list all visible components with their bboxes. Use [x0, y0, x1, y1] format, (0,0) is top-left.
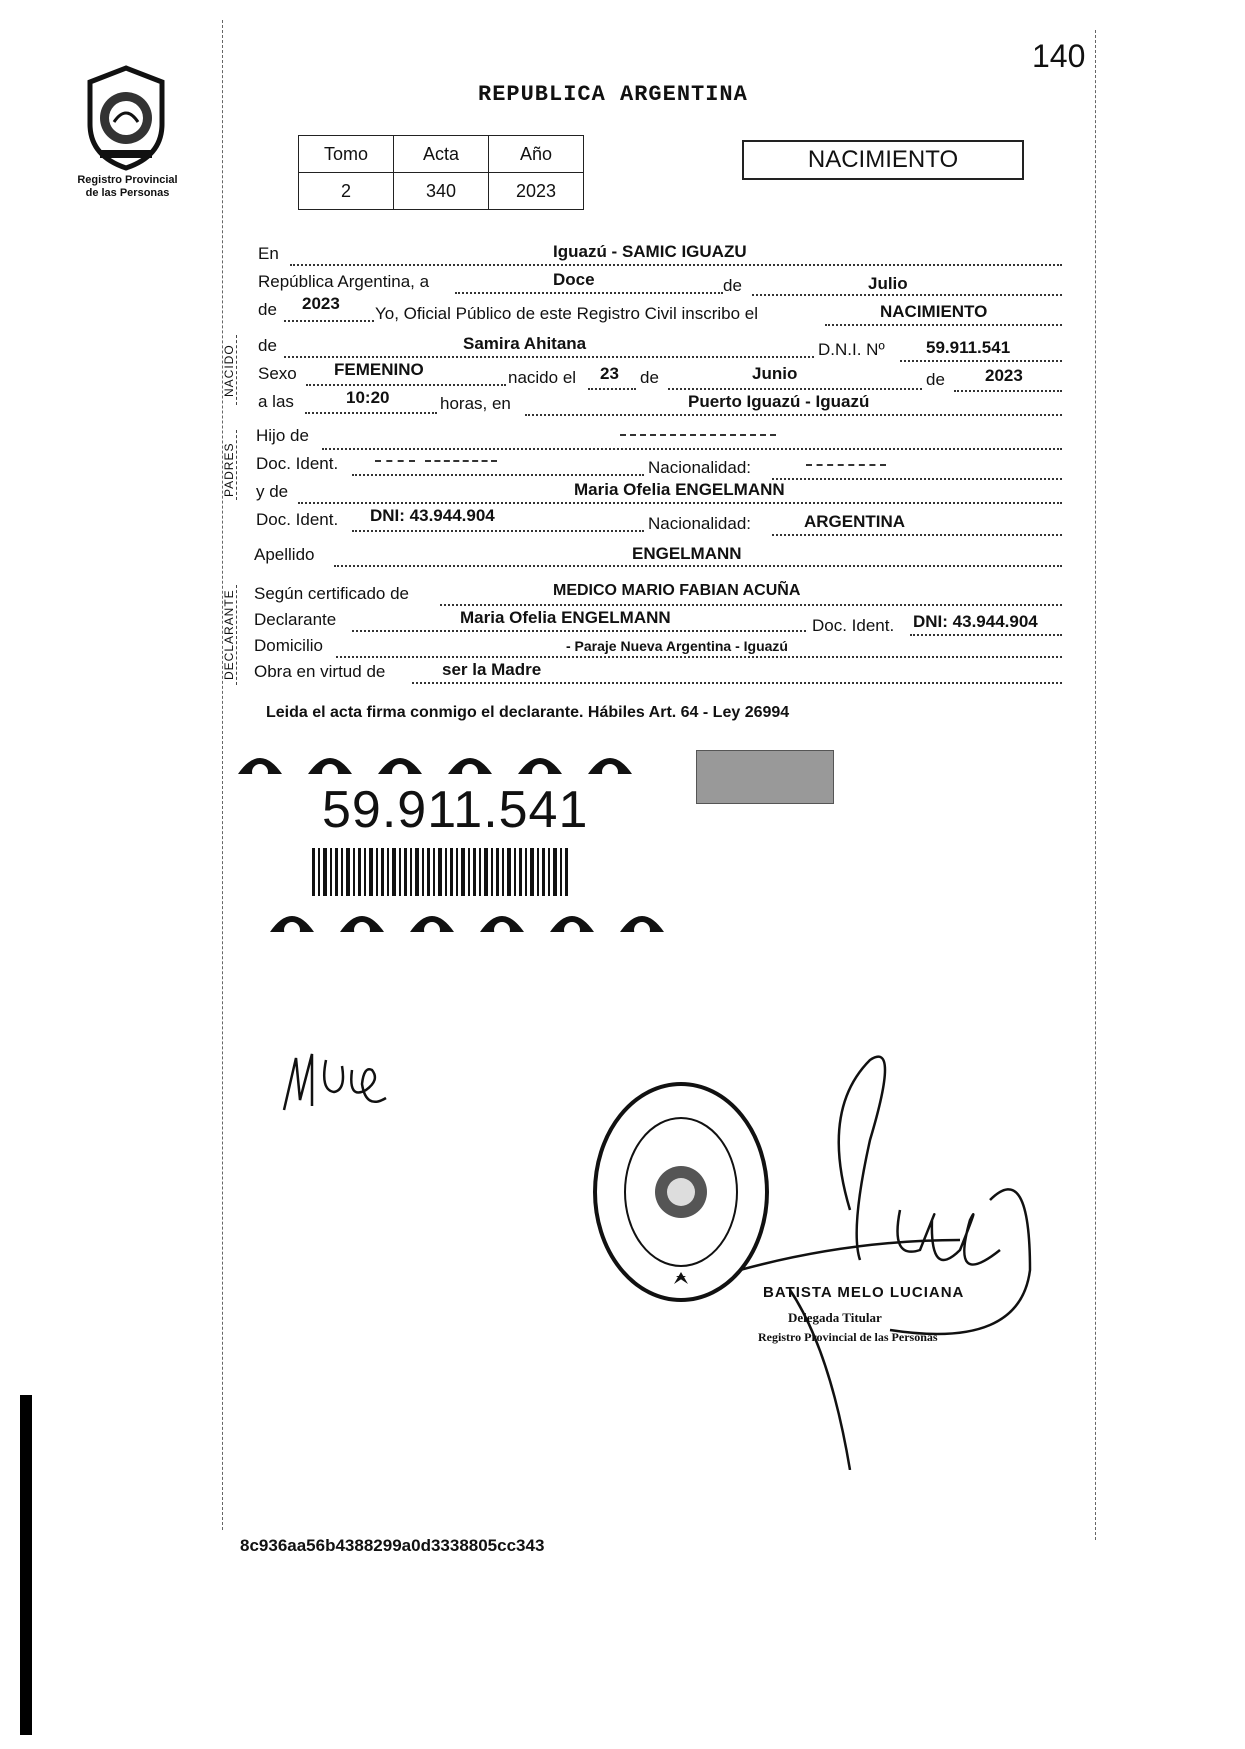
signatory-role: Delegada Titular [788, 1310, 882, 1325]
section-bracket [236, 430, 237, 500]
field-value-apellido: ENGELMANN [632, 544, 742, 563]
table-cell: 2 [299, 173, 394, 210]
official-signature [700, 1050, 1060, 1470]
blank-mark [425, 460, 497, 462]
fill-line [298, 502, 1062, 504]
fill-line [752, 294, 1062, 296]
field-value-madre: Maria Ofelia ENGELMANN [574, 480, 785, 499]
field-label-nacionalidad: Nacionalidad: [648, 458, 752, 477]
table-header: Tomo [299, 136, 394, 173]
field-label-doc-ident: Doc. Ident. [256, 510, 339, 529]
field-value-dia-inscripcion: Doce [553, 270, 595, 289]
declarant-signature [276, 1040, 406, 1120]
field-label-y-de: y de [256, 482, 289, 501]
right-margin-line [1095, 30, 1096, 1540]
field-value-certificado: MEDICO MARIO FABIAN ACUÑA [553, 582, 801, 599]
table-cell: 2023 [489, 173, 584, 210]
fill-line [334, 565, 1062, 567]
field-label-domicilio: Domicilio [254, 636, 323, 655]
field-value-obra: ser la Madre [442, 660, 542, 679]
fill-line [900, 360, 1062, 362]
field-value-mes-nacimiento: Junio [752, 364, 798, 383]
field-label-de: de [258, 336, 277, 355]
side-label-padres: PADRES [222, 442, 236, 497]
sticker-dni-number: 59.911.541 [322, 781, 589, 839]
act-type-box: NACIMIENTO [742, 140, 1024, 180]
field-value-anio-nacimiento: 2023 [985, 366, 1023, 385]
field-value-declarante: Maria Ofelia ENGELMANN [460, 608, 671, 627]
fill-line [290, 264, 1062, 266]
field-label-de: de [258, 300, 277, 319]
fill-line [352, 474, 644, 476]
field-label-apellido: Apellido [254, 545, 315, 564]
table-cell: 340 [394, 173, 489, 210]
fill-line [525, 414, 1062, 416]
field-label-en: En [258, 244, 279, 263]
fill-line [284, 320, 374, 322]
fill-line [825, 324, 1062, 326]
field-label-doc-ident: Doc. Ident. [256, 454, 339, 473]
field-label-segun: Según certificado de [254, 584, 409, 603]
field-value-sexo: FEMENINO [334, 360, 424, 379]
barcode [312, 848, 572, 896]
field-value-hora: 10:20 [346, 388, 390, 407]
closing-note: Leida el acta firma conmigo el declarante. Hábiles Art. 64 - Ley 26994 [266, 704, 790, 721]
signatory-name: BATISTA MELO LUCIANA [763, 1284, 965, 1301]
registry-label: Registro Provincial de las Personas [77, 174, 178, 199]
fill-line [412, 682, 1062, 684]
fill-line [284, 356, 814, 358]
sticker-bottom-pattern [230, 900, 680, 934]
fill-line [455, 292, 723, 294]
fill-line [668, 388, 922, 390]
document-title: REPUBLICA ARGENTINA [478, 82, 748, 107]
field-label-de: de [926, 370, 945, 389]
field-value-domicilio: - Paraje Nueva Argentina - Iguazú [566, 638, 788, 654]
blank-mark [806, 464, 886, 466]
field-value-nombre: Samira Ahitana [463, 334, 587, 353]
field-value-dni: 59.911.541 [926, 338, 1011, 357]
field-label-sexo: Sexo [258, 364, 297, 383]
field-value-tipo: NACIMIENTO [880, 302, 988, 321]
table-header: Acta [394, 136, 489, 173]
reference-table [298, 135, 584, 210]
field-label-obra: Obra en virtud de [254, 662, 386, 681]
fill-line [322, 448, 1062, 450]
page-number: 140 [1032, 38, 1086, 74]
fill-line [305, 412, 437, 414]
blank-mark [375, 460, 415, 462]
section-bracket [236, 335, 237, 405]
fill-line [954, 390, 1062, 392]
field-label-de: de [640, 368, 659, 387]
sticker-top-pattern [230, 742, 670, 776]
fill-line [588, 388, 636, 390]
fill-line [772, 478, 1062, 480]
blank-mark [620, 434, 776, 436]
field-value-madre-nacionalidad: ARGENTINA [804, 512, 906, 531]
field-label-a-las: a las [258, 392, 294, 411]
signatory-org: Registro Provincial de las Personas [758, 1330, 938, 1344]
field-label-hijo-de: Hijo de [256, 426, 309, 445]
side-label-nacido: NACIDO [222, 344, 236, 397]
fill-line [306, 384, 506, 386]
field-value-mes-inscripcion: Julio [868, 274, 908, 293]
fill-line [336, 656, 1062, 658]
fill-line [772, 534, 1062, 536]
field-label-republica: República Argentina, a [258, 272, 430, 291]
field-label-nacido-el: nacido el [508, 368, 577, 387]
provincial-logo [82, 64, 170, 172]
scan-edge-bar [20, 1395, 32, 1735]
field-value-declarante-doc: DNI: 43.944.904 [913, 612, 1038, 631]
field-label-dni: D.N.I. Nº [818, 340, 885, 359]
field-label-yo-oficial: Yo, Oficial Público de este Registro Civil inscribo el [375, 304, 758, 323]
field-value-lugar: Iguazú - SAMIC IGUAZU [553, 242, 747, 261]
section-bracket [236, 585, 237, 685]
field-label-doc-ident: Doc. Ident. [812, 616, 895, 635]
fill-line [352, 530, 644, 532]
side-label-declarante: DECLARANTE [222, 589, 236, 680]
security-hologram [696, 750, 834, 804]
left-margin-line [222, 20, 223, 1530]
field-label-horas-en: horas, en [440, 394, 511, 413]
field-value-lugar-nacimiento: Puerto Iguazú - Iguazú [688, 392, 870, 411]
document-hash: 8c936aa56b4388299a0d3338805cc343 [240, 1536, 545, 1555]
field-label-declarante: Declarante [254, 610, 337, 629]
field-label-de: de [723, 276, 742, 295]
fill-line [440, 604, 1062, 606]
field-label-nacionalidad: Nacionalidad: [648, 514, 752, 533]
field-value-anio-inscripcion: 2023 [302, 294, 340, 313]
field-value-madre-doc: DNI: 43.944.904 [370, 506, 495, 525]
table-header: Año [489, 136, 584, 173]
fill-line [352, 630, 806, 632]
field-value-dia-nacimiento: 23 [600, 364, 619, 383]
fill-line [910, 634, 1062, 636]
